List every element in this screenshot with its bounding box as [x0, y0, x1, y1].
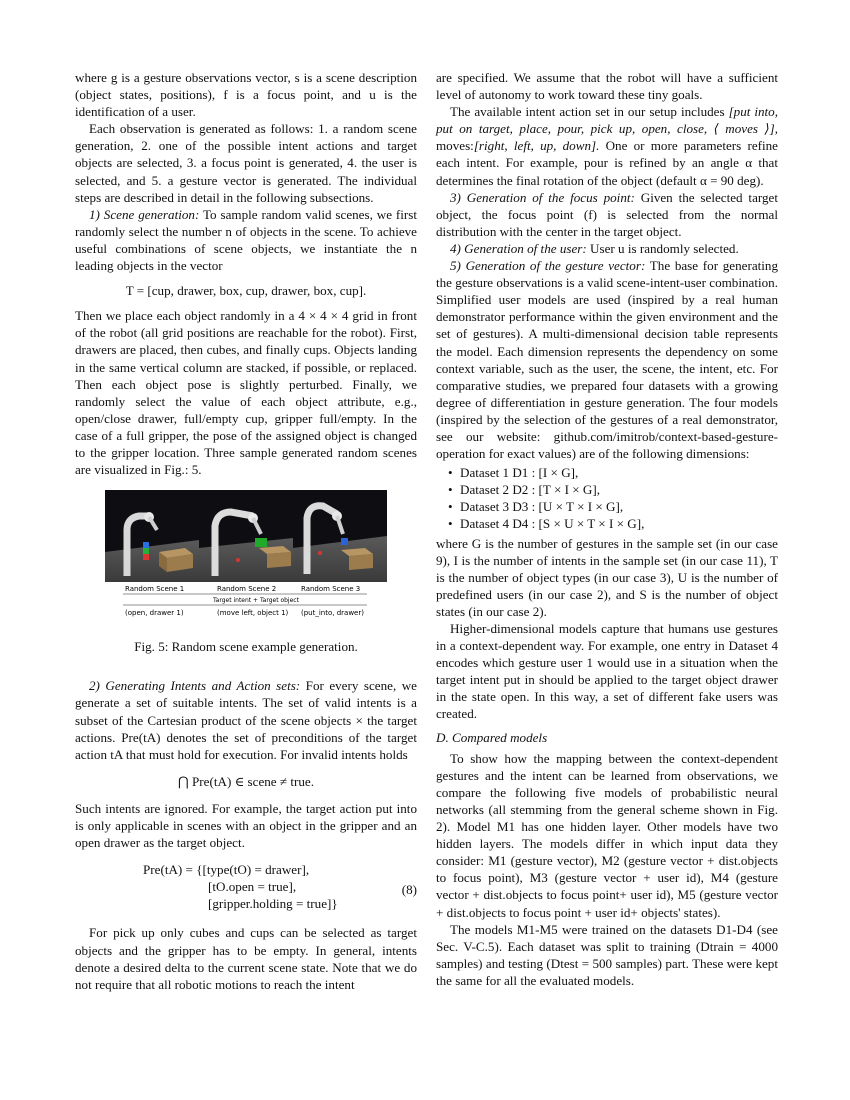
paragraph-generation-steps: Each observation is generated as follows: 1. a random scene generation, 2. one of the possible intent actions and target objects are selected, 3. a focus point is generated, 4. the user is selected, and 5. a gesture vector is generated. The individual steps are described in detail in the following subsections.: [75, 121, 417, 205]
section-heading-compared-models: D. Compared models: [436, 729, 548, 745]
scene-generation-body: To sample random valid scenes, we first randomly select the number n of objects in the scene. To achieve useful combinations of scene objects, we instantiate the n leading objects in the vector: [75, 206, 417, 274]
dataset-list: [436, 464, 778, 532]
equation-8-line-3: [gripper.holding = true]}: [208, 896, 338, 912]
user-body: User u is randomly selected.: [590, 240, 739, 256]
subsection-heading-intents: 2) Generating Intents and Action sets:: [89, 678, 301, 694]
paragraph-intent-action-set: [436, 103, 778, 188]
paragraph-intents: [75, 677, 417, 762]
intent-label-2: (move left, object 1): [217, 609, 289, 618]
paragraph-training: The models M1-M5 were trained on the datasets D1-D4 (see Sec. V-C.5). Each dataset was split to training (Dtrain = 4000 samples) and testing (Dtest = 500 samples) part. These were kept the same for all the evaluated models.: [436, 921, 778, 988]
paragraph-gesture-vector: [436, 257, 778, 462]
intent-set-intro: The available intent action set in our setup includes: [450, 104, 725, 120]
subsection-heading-focus: 3) Generation of the focus point:: [450, 189, 635, 205]
paragraph-autonomy: are specified. We assume that the robot will have a sufficient level of autonomy to work toward these tiny goals.: [436, 70, 778, 103]
paragraph-pick-up: For pick up only cubes and cups can be selected as target objects and the gripper has to be empty. In general, intents denote a desired delta to the current scene state. Note that we do not require that all robotic motions to reach the intent: [75, 925, 417, 992]
list-item: • Dataset 4 D4 : [S × U × T × I × G],: [450, 515, 778, 532]
intent-label-1: (open, drawer 1): [125, 609, 184, 618]
figure-random-scenes: [105, 490, 387, 626]
equation-8-line-2: [tO.open = true],: [208, 879, 297, 895]
paragraph-compared-models: To show how the mapping between the context-dependent gestures and the intent can be learned from observations, we compare the following five models of probabilistic neural networks (all stemming from the general scheme shown in Fig. 2). Model M1 has one hidden layer. Other models have two hidden layers. The models differ in which input data they consider: M1 (gesture vector), M2 (gesture vector + dist.objects to focus point), M3 (gesture vector + user id), M4 (gesture vector + dist.objects to focus point+ user id), M5 (gesture vector + dist.objects to focus point + user id+ objects' states).: [436, 750, 778, 920]
intent-set-rest: One or more parameters refine each intent. For example, pour is refined by an angle α that determines the final rotation of the object (default α = 90 deg).: [436, 138, 778, 188]
paragraph-focus-point: [436, 189, 778, 240]
paragraph-ignored-intents: Such intents are ignored. For example, the target action put into is only applicable in scenes with an object in the gripper and an open drawer as the target object.: [75, 800, 417, 851]
left-column: [75, 69, 417, 993]
figure-caption: Fig. 5: Random scene example generation.: [134, 639, 358, 655]
scene-label-1: Random Scene 1: [125, 585, 185, 594]
paragraph-higher-dimensional: Higher-dimensional models capture that humans use gestures in a context-dependent way. For example, one entry in Dataset 4 encodes which gesture user 1 would use in a situation when the target intent put in should be applied to the target object drawer in the state open. In this way, a set of different fake users was created.: [436, 621, 778, 722]
subsection-heading-scene: 1) Scene generation:: [89, 206, 200, 222]
scene-label-2: Random Scene 2: [217, 585, 277, 594]
paragraph-scene-generation: [75, 206, 417, 274]
right-column: [436, 69, 778, 989]
list-item: • Dataset 3 D3 : [U × T × I × G],: [450, 498, 778, 515]
intent-set-list: [put into, put on target, place, pour, pick up, open, close, ⟨ moves ⟩],: [436, 104, 778, 137]
target-intent-header: Target intent + Target object: [213, 597, 299, 605]
subsection-heading-user: 4) Generation of the user:: [450, 240, 587, 256]
moves-label: moves:: [436, 138, 474, 154]
list-item: • Dataset 2 D2 : [T × I × G],: [450, 481, 778, 498]
random-scenes-image: [105, 490, 387, 622]
subsection-heading-gesture: 5) Generation of the gesture vector:: [450, 258, 646, 274]
equation-8: [75, 861, 417, 912]
equation-object-vector: T = [cup, drawer, box, cup, drawer, box, cup].: [125, 283, 367, 299]
equation-invalid-intents: ⋂ Pre(tA) ∈ scene ≠ true.: [178, 773, 314, 789]
paragraph-object-placement: Then we place each object randomly in a 4 × 4 × 4 grid in front of the robot (all grid positions are reachable for the robot). First, drawers are placed, then cubes, and finally cups. Objects landing in the same vertical column are stacked, if possible, or replaced. Then each object pose is slightly perturbed. Finally, we randomly select the value of each object attribute, e.g., open/close drawer, full/empty cup, gripper full/empty. In the case of a full gripper, the pose of the assigned object is changed to the gripper location. Three sample generated random scenes are visualized in Fig.: 5.: [75, 308, 417, 478]
gesture-vector-body: The base for generating the gesture observations is a valid scene-intent-user combination. Simplified user models are used (inspired by a real human demonstrator performance within the given environment and the set of gestures). A multi-dimensional decision table represents the model. Each dimension represents the dependency on some context variable, such as the user, the scene, the intent, etc. For comparative studies, we prepared four datasets with a growing degree of differentiation in gesture generation. The four models (inspired by the selection of the gestures of a real demonstrator, see our website: github.com/imitrob/context-based-gesture-operation for exact values) are of the following dimensions:: [436, 258, 778, 462]
equation-number: (8): [401, 882, 417, 898]
paragraph-dimensions: where G is the number of gestures in the sample set (in our case 9), I is the number of intents in the sample set (in our case 11), T is the number of object types (in our case 3), U is the number of predefined users (in our case 2), and S is the number of object states (in our case 2).: [436, 535, 778, 619]
list-item: • Dataset 1 D1 : [I × G],: [450, 464, 778, 481]
equation-8-line-1: Pre(tA) = {[type(tO) = drawer],: [143, 862, 310, 878]
focus-point-body: Given the selected target object, the focus point (f) is selected from the normal distribution with the center in the target object.: [436, 189, 778, 239]
scene-label-3: Random Scene 3: [301, 585, 361, 594]
intent-label-3: (put_into, drawer): [301, 609, 364, 618]
paragraph-user: [436, 240, 778, 257]
paragraph-observation-vars: where g is a gesture observations vector, s is a scene description (object states, positions), f is a focus point, and u is the identification of a user.: [75, 70, 417, 120]
moves-list: [right, left, up, down].: [473, 138, 600, 154]
intents-body: For every scene, we generate a set of suitable intents. The set of valid intents is a subset of the Cartesian product of the scene objects × the target actions. Pre(tA) denotes the set of preconditions of the target action tA that must hold for execution. For invalid intents holds: [75, 678, 417, 762]
